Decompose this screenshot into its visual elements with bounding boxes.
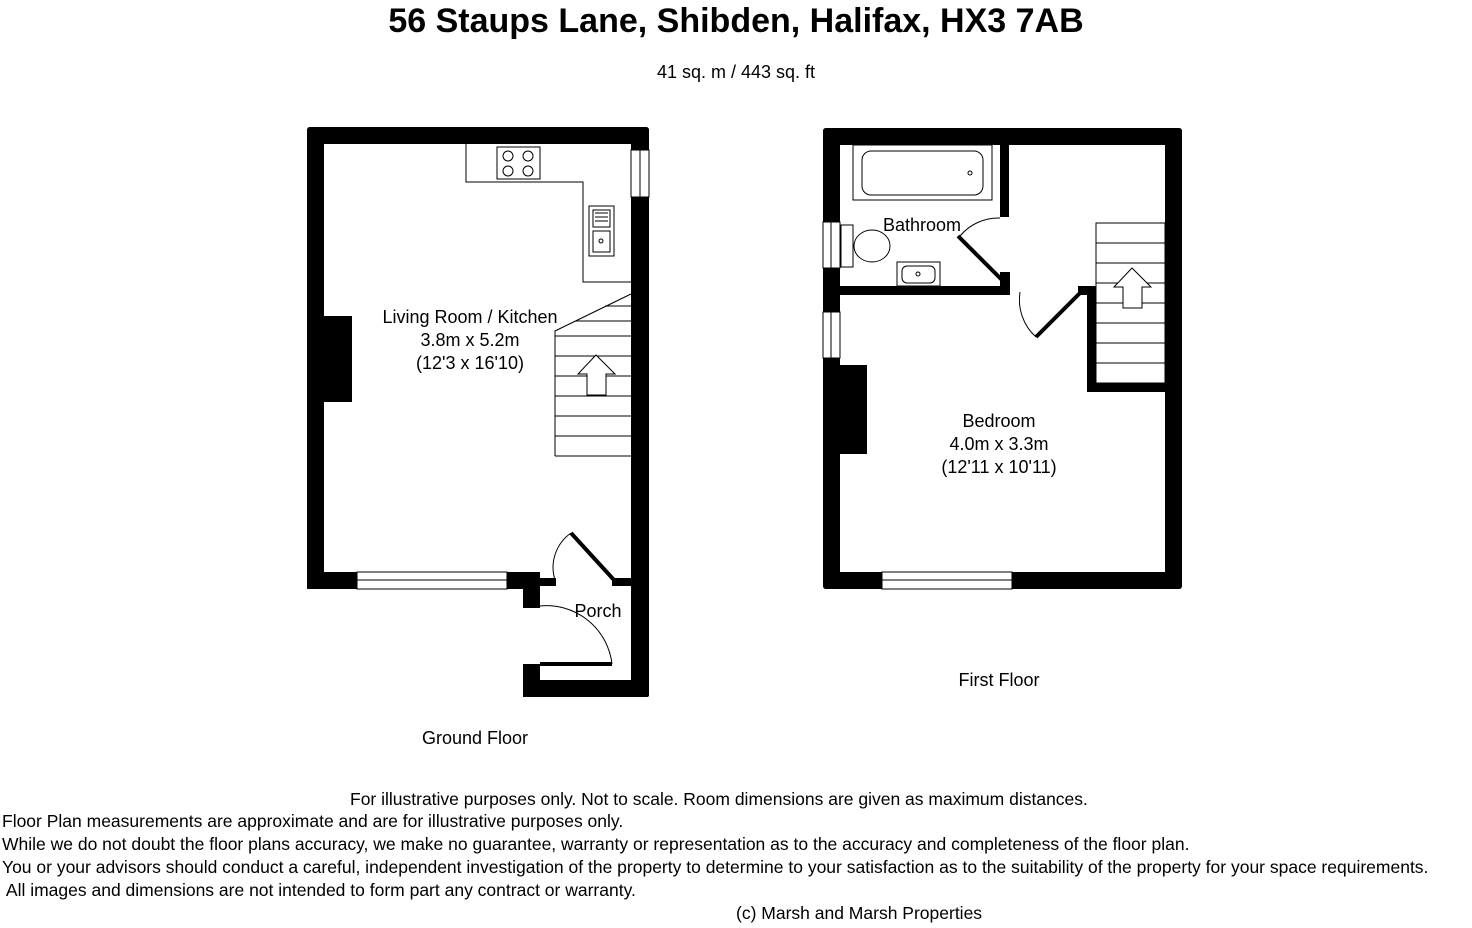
disclaimer-line-2: Floor Plan measurements are approximate and are for illustrative purposes only. bbox=[2, 811, 624, 831]
copyright: (c) Marsh and Marsh Properties bbox=[736, 903, 983, 923]
disclaimer-line-3: While we do not doubt the floor plans accuracy, we make no guarantee, warranty or representation as to the accuracy and completeness of the floor plan. bbox=[2, 834, 1190, 854]
ground-stairs-arrow-icon bbox=[578, 355, 615, 395]
first-floor-label: First Floor bbox=[958, 670, 1040, 690]
bathroom-name: Bathroom bbox=[882, 215, 962, 235]
living-door bbox=[571, 533, 614, 580]
disclaimer-line-5: All images and dimensions are not intended to form part any contract or warranty. bbox=[2, 880, 636, 900]
plan-title: 56 Staups Lane, Shibden, Halifax, HX3 7AB bbox=[388, 2, 1084, 40]
floor-area: 41 sq. m / 443 sq. ft bbox=[656, 62, 816, 82]
ground-floor-label: Ground Floor bbox=[421, 728, 529, 748]
disclaimer-line-4: You or your advisors should conduct a careful, independent investigation of the property to determine to your satisfaction as to the suitability of the property for your space requirements. bbox=[2, 857, 1429, 877]
bathroom-door bbox=[958, 236, 1002, 280]
first-stairs-arrow-icon bbox=[1114, 268, 1151, 308]
bedroom-metric: 4.0m x 3.3m bbox=[949, 434, 1049, 454]
living-room-metric: 3.8m x 5.2m bbox=[420, 330, 520, 350]
basin-icon bbox=[897, 262, 940, 286]
hob-icon bbox=[497, 147, 540, 179]
first-floor-plan bbox=[823, 128, 1182, 589]
bedroom-imperial: (12'11 x 10'11) bbox=[941, 457, 1057, 477]
bedroom-door bbox=[1036, 293, 1080, 337]
porch-name: Porch bbox=[574, 601, 622, 621]
bedroom-name: Bedroom bbox=[962, 411, 1036, 431]
sink-icon bbox=[589, 206, 614, 256]
bath-icon bbox=[853, 145, 992, 200]
first-floor-walls bbox=[823, 128, 1182, 589]
living-room-name: Living Room / Kitchen bbox=[382, 307, 558, 327]
living-room-imperial: (12'3 x 16'10) bbox=[416, 353, 524, 373]
disclaimer-line-1: For illustrative purposes only. Not to scale. Room dimensions are given as maximum distances. bbox=[350, 789, 1088, 809]
